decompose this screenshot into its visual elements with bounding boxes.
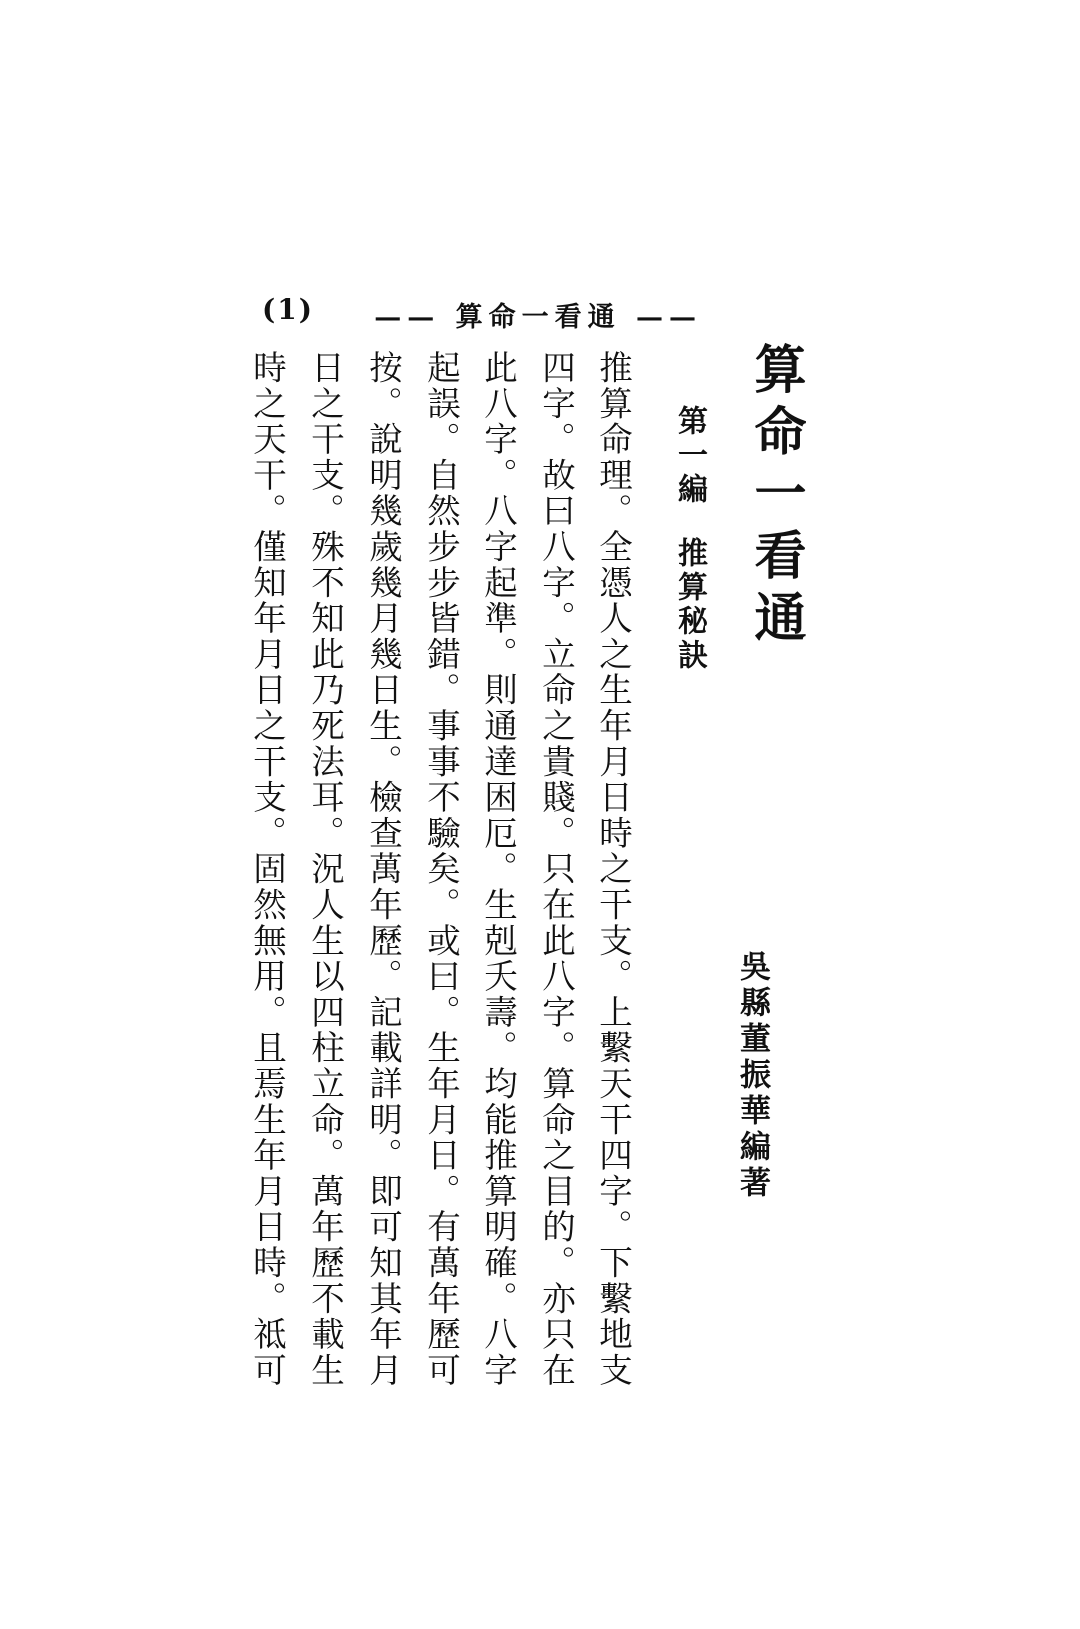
running-title: —— 算命一看通 —— <box>374 302 702 333</box>
author-line: 吳縣董振華編著 <box>734 950 770 1202</box>
body-column-7: 時之天干。僅知年月日之干支。固然無用。且焉生年月日時。祗可 <box>247 350 287 1389</box>
chapter-title: 推算秘訣 <box>672 537 707 673</box>
body-column-4: 起誤。自然步步皆錯。事事不驗矣。或曰。生年月日。有萬年歷可 <box>421 350 461 1389</box>
body-column-3: 此八字。八字起準。則通達困厄。生剋夭壽。均能推算明確。八字 <box>478 350 518 1389</box>
body-column-2: 四字。故曰八字。立命之貴賤。只在此八字。算命之目的。亦只在 <box>536 350 576 1389</box>
body-column-5: 按。說明幾歲幾月幾日生。檢查萬年歷。記載詳明。即可知其年月 <box>363 350 403 1389</box>
book-title: 算命一看通 <box>745 342 806 652</box>
body-column-6: 日之干支。殊不知此乃死法耳。況人生以四柱立命。萬年歷不載生 <box>305 350 345 1389</box>
running-header <box>262 293 702 333</box>
chapter-number: 第一編 <box>672 405 707 507</box>
body-column-1: 推算命理。全憑人之生年月日時之干支。上繫天干四字。下繫地支 <box>593 350 633 1389</box>
chapter-heading <box>667 405 711 673</box>
page-number: (1) <box>262 293 314 326</box>
